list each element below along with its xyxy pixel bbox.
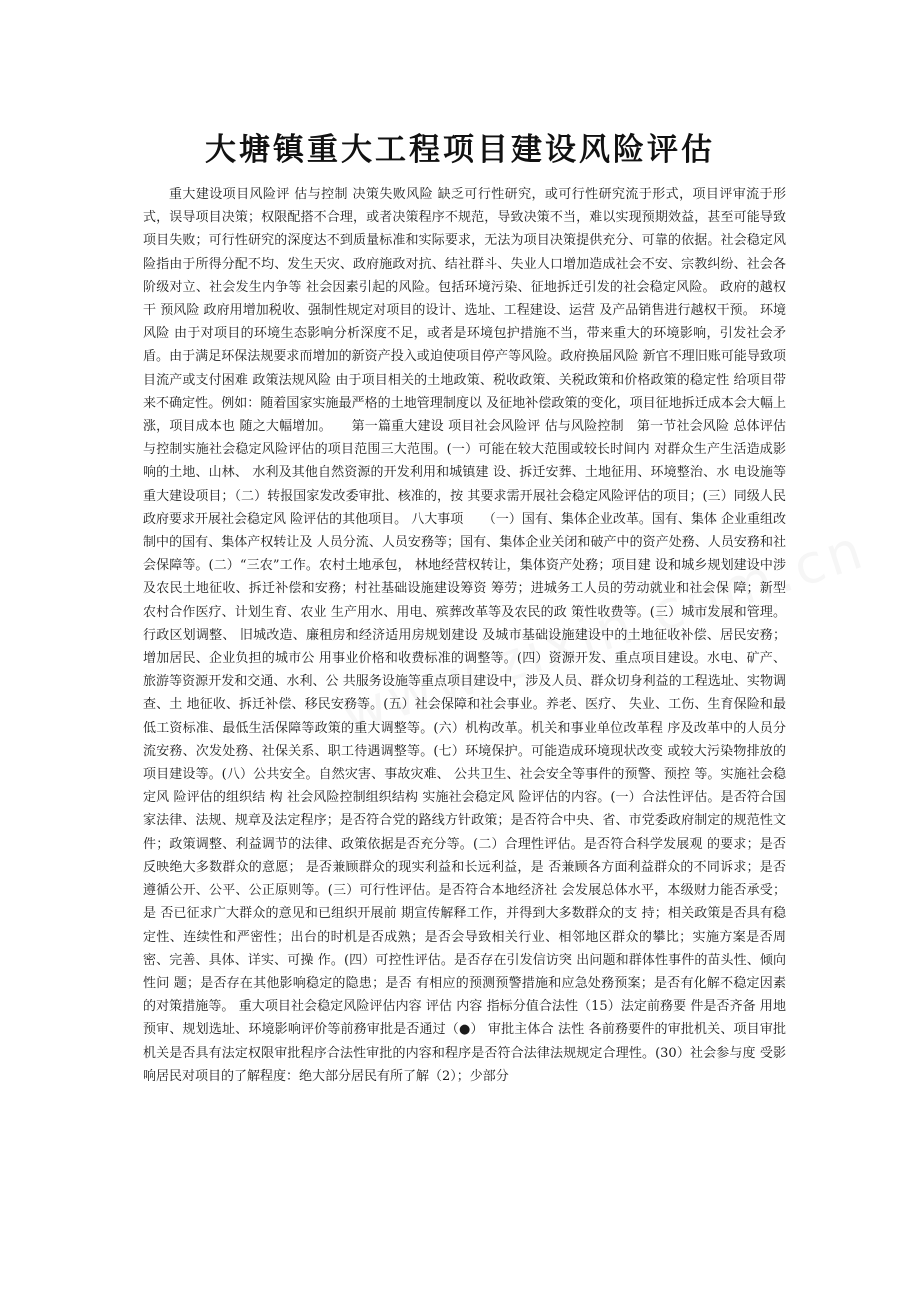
document-title: 大塘镇重大工程项目建设风险评估 [205,132,715,168]
document-body-text: 重大建设项目风险评 估与控制 决策失败风险 缺乏可行性研究，或可行性研究流于形式，项目评审流于形式，误导项目决策；权限配搭不合理，或者决策程序不规范，导致决策不当，难以实现预期效益，甚至可能导致项目失败；可行性研究的深度达不到质量标准和实际要求，无法为项目决策提供充分、可靠的依据。社会稳定风险指由于所得分配不均、发生天灾、政府施政对抗、结社群斗、失业人口增加造成社会不安、宗教纠纷、社会各阶级对立、社会发生内争等 社会因素引起的风险。包括环境污染、征地拆迁引发的社会稳定风险。 政府的越权干 预风险 政府用增加税收、强制性规定对项目的设计、选址、工程建设、运营 及产品销售进行越权干预。 环境风险 由于对项目的环境生态影响分析深度不足，或者是环境包护措施不当，带来重大的环境影响，引发社会矛盾。由于满足环保法规要求而增加的新资产投入或迫使项目停产等风险。政府换届风险 新官不理旧账可能导致项目流产或支付困难 政策法规风险 由于项目相关的土地政策、税收政策、关税政策和价格政策的稳定性 给项目带来不确定性。例如：随着国家实施最严格的土地管理制度以 及征地补偿政策的变化，项目征地拆迁成本会大幅上涨，项目成本也 随之大幅增加。 第一篇重大建设 项目社会风险评 估与风险控制 第一节社会风险 总体评估与控制实施社会稳定风险评估的项目范围三大范围。(一）可能在较大范围或较长时间内 对群众生产生活造成影响的土地、山林、 水利及其他自然资源的开发利用和城镇建 设、拆迁安葬、土地征用、环境整治、水 电设施等重大建设项目；（二）转报国家发改委审批、核准的，按 其要求需开展社会稳定风险评估的项目；(三）同级人民政府要求开展社会稳定风 险评估的其他项目。 八大事项 （一）国有、集体企业改革。国有、集体 企业重组改制中的国有、集体产权转让及 人员分流、人员安務等；国有、集体企业关闭和破产中的资产处務、人员安務和社 会保障等。(二）“三农”工作。农村土地承包， 林地经营权转让，集体资产处務；项目建 设和城乡规划建设中涉及农民土地征收、拆迁补偿和安務；村社基础设施建设筹资 筹劳；进城务工人员的劳动就业和社会保 障；新型农村合作医疗、计划生育、农业 生产用水、用电、殡葬改革等及农民的政 策性收费等。(三）城市发展和管理。行政区划调整、 旧城改造、廉租房和经济适用房规划建设 及城市基础设施建设中的土地征收补偿、居民安務；增加居民、企业负担的城市公 用事业价格和收费标准的调整等。(四）资源开发、重点项目建设。水电、矿产、旅游等资源开发和交通、水利、公 共服务设施等重点项目建设中，涉及人员、群众切身利益的工程选址、实物调查、土 地征收、拆迁补偿、移民安務等。(五）社会保障和社会事业。养老、医疗、 失业、工伤、生育保险和最低工资标准、最低生活保障等政策的重大调整等。(六）机构改革。机关和事业单位改革程 序及改革中的人员分流安務、次发处務、社保关系、职工待遇调整等。(七）环境保护。可能造成环境现状改变 或较大污染物排放的项目建设等。(八）公共安全。自然灾害、事故灾难、 公共卫生、社会安全等事件的预警、预控 等。实施社会稳定风 险评估的组织结 构 社会风险控制组织结构 实施社会稳定风 险评估的内容。(一）合法性评估。是否符合国家法律、法规、规章及法定程序；是否符合党的路线方针政策；是否符合中央、省、市党委政府制定的规范性文件；政策调整、利益调节的法律、政策依据是否充分等。(二）合理性评估。是否符合科学发展观 的要求；是否反映绝大多数群众的意愿； 是否兼顾群众的现实利益和长远利益，是 否兼顾各方面利益群众的不同诉求；是否 遵循公开、公平、公正原则等。(三）可行性评估。是否符合本地经济社 会发展总体水平，本级财力能否承受；是 否已征求广大群众的意见和已组织开展前 期宣传解释工作，并得到大多数群众的支 持；相关政策是否具有稳定性、连续性和严密性；出台的时机是否成熟；是否会导致相关行业、相邻地区群众的攀比；实施方案是否周密、完善、具体、详实、可操 作。(四）可控性评估。是否存在引发信访突 出问题和群体性事件的苗头性、倾向性问 题；是否存在其他影响稳定的隐患；是否 有相应的预测预警措施和应急处務预案；是否有化解不稳定因素的对策措施等。 重大项目社会稳定风险评估内容 评估 内容 指标分值合法性（15）法定前務要 件是否齐备 用地预审、规划选址、环境影响评价等前務审批是否通过（●） 审批主体合 法性 各前務要件的审批机关、项目审批机关是否具有法定权限审批程序合法性审批的内容和程序是否符合法律法规规定合理性。(30）社会参与度 受影响居民对项目的了解程度：绝大部分居民有所了解（2）；少部分 [143,187,786,1084]
